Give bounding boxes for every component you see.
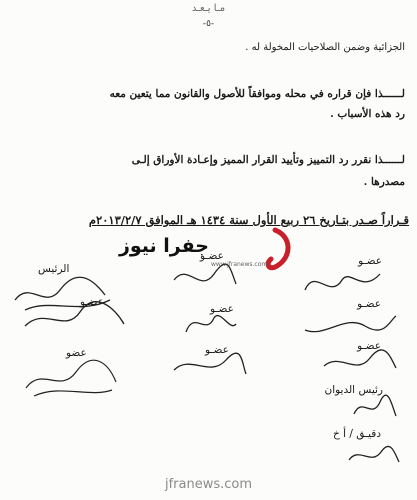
page-header-stamp: مـا يـعـد xyxy=(191,3,226,14)
body-line-2: لــــــذا فإن قراره في محله وموافقاً للأصول والقانون مما يتعين معه xyxy=(109,88,405,100)
body-line-5: مصدرها . xyxy=(363,176,405,188)
label-checked-by: دقيـق / أ خ xyxy=(333,428,381,440)
label-member-7: عضـو xyxy=(205,344,229,356)
signature-diwan-head xyxy=(350,392,398,424)
signature-member-5 xyxy=(20,298,130,338)
signature-checked-by xyxy=(345,442,401,470)
label-president: الرئيس xyxy=(38,263,70,275)
body-line-3: رد هذه الأسباب . xyxy=(330,108,405,120)
body-line-1: الجزائية وضمن الصلاحيات المخولة له . xyxy=(245,42,405,53)
signature-member-6 xyxy=(320,346,400,380)
logo-brand-text: جفرا نيوز xyxy=(118,235,209,257)
signature-member-1 xyxy=(300,262,390,302)
label-diwan-head: رئيس الديوان xyxy=(324,384,383,396)
label-member-2: عضـو xyxy=(200,250,224,262)
label-member-3: عضـو xyxy=(357,298,381,310)
footer-site: jfranews.com xyxy=(164,477,253,492)
label-member-4: عضـو xyxy=(210,303,234,315)
decision-date-line: قـراراً صـدر بتـاريخ ٢٦ ربيع الأول سنة ١٤٣٤ هـ الموافق ٢٠١٣/٢/٧م xyxy=(88,213,409,227)
label-member-8: عضو xyxy=(66,347,87,359)
label-member-1: عضـو xyxy=(358,255,382,267)
signature-member-7 xyxy=(170,350,250,382)
signature-member-3 xyxy=(300,308,400,342)
body-line-4: لــــــذا نقرر رد التمييز وتأييد القرار المميز وإعـادة الأوراق إلـى xyxy=(131,154,405,166)
label-member-6: عضـو xyxy=(357,340,381,352)
logo-url-text: www.jfranews.com xyxy=(211,261,268,268)
label-member-5: عضـو xyxy=(80,296,104,308)
page-number: -٥- xyxy=(202,19,215,29)
signature-member-4 xyxy=(180,306,240,342)
signature-member-2 xyxy=(170,260,240,298)
signature-member-8 xyxy=(20,354,120,400)
